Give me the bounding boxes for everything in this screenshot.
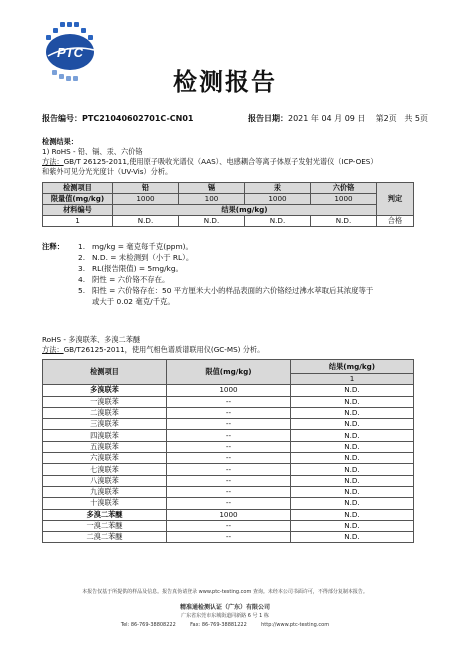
table-row bbox=[43, 453, 414, 464]
table-cell: -- bbox=[167, 520, 291, 531]
table-cell: N.D. bbox=[291, 475, 414, 486]
table-cell: N.D. bbox=[291, 407, 414, 418]
footer-address: 广东省东莞市东城街道同新路 6 号 1 栋 bbox=[181, 613, 269, 619]
table-row bbox=[43, 532, 414, 543]
heavy-metal-table bbox=[42, 182, 414, 227]
table-cell: -- bbox=[167, 419, 291, 430]
table-cell: -- bbox=[167, 464, 291, 475]
table-cell: 八溴联苯 bbox=[43, 475, 167, 486]
table-cell: 三溴联苯 bbox=[43, 419, 167, 430]
table-cell: N.D. bbox=[245, 216, 311, 227]
table-cell: N.D. bbox=[291, 520, 414, 531]
table-cell: -- bbox=[167, 407, 291, 418]
table-row bbox=[43, 216, 414, 227]
table-cell: 二溴二苯醚 bbox=[43, 532, 167, 543]
page-number: 第2页 bbox=[375, 114, 397, 123]
table-cell: N.D. bbox=[291, 532, 414, 543]
table-cell: -- bbox=[167, 498, 291, 509]
table-header: 1 bbox=[291, 374, 414, 385]
table-cell: -- bbox=[167, 486, 291, 497]
table-cell: 合格 bbox=[377, 216, 414, 227]
table-row bbox=[43, 475, 414, 486]
notes-label: 注释： bbox=[42, 242, 65, 251]
report-number: 报告编号：PTC21040602701C-CN01 bbox=[42, 114, 194, 123]
table-cell: N.D. bbox=[291, 498, 414, 509]
table-header: 限值(mg/kg) bbox=[167, 360, 291, 385]
table-cell: N.D. bbox=[291, 419, 414, 430]
table-cell: 九溴联苯 bbox=[43, 486, 167, 497]
table-cell: -- bbox=[167, 396, 291, 407]
results-item: 1) RoHS - 铅、镉、汞、六价铬 bbox=[42, 147, 143, 156]
table-header: 限量值(mg/kg) bbox=[43, 194, 113, 205]
table-row bbox=[43, 509, 414, 520]
table-cell: N.D. bbox=[291, 486, 414, 497]
table-cell: 1000 bbox=[311, 194, 377, 205]
table-row bbox=[43, 407, 414, 418]
table-cell: 1000 bbox=[167, 509, 291, 520]
logo-text: PTC bbox=[57, 45, 83, 60]
table-cell: 十溴联苯 bbox=[43, 498, 167, 509]
table-cell: 1000 bbox=[113, 194, 179, 205]
table-header: 铅 bbox=[113, 183, 179, 194]
table-cell: 四溴联苯 bbox=[43, 430, 167, 441]
table-cell: 五溴联苯 bbox=[43, 441, 167, 452]
note-item: 1. mg/kg = 毫克每千克(ppm)。 bbox=[78, 242, 193, 251]
table-row bbox=[43, 498, 414, 509]
table-row bbox=[43, 441, 414, 452]
page-total: 共 5页 bbox=[404, 114, 428, 123]
notes-list bbox=[78, 241, 418, 307]
note-item: 4. 阴性 = 六价铬不存在。 bbox=[78, 275, 170, 284]
table-cell: N.D. bbox=[291, 396, 414, 407]
note-item: 2. N.D. = 未检测到（小于 RL）。 bbox=[78, 253, 194, 262]
table-header: 结果(mg/kg) bbox=[113, 205, 377, 216]
table-cell: N.D. bbox=[291, 464, 414, 475]
results-method: 方法：GB/T 26125-2011,使用原子吸收光谱仪（AAS）、电感耦合等离子体原子发射光谱仪（ICP-OES） bbox=[42, 157, 378, 166]
table-cell: 二溴联苯 bbox=[43, 407, 167, 418]
table-cell: 1000 bbox=[245, 194, 311, 205]
table-cell: N.D. bbox=[113, 216, 179, 227]
table-cell: 多溴二苯醚 bbox=[43, 509, 167, 520]
table-row bbox=[43, 430, 414, 441]
table-cell: -- bbox=[167, 475, 291, 486]
table-cell: N.D. bbox=[291, 453, 414, 464]
table-row bbox=[43, 520, 414, 531]
table-cell: 七溴联苯 bbox=[43, 464, 167, 475]
table-header: 检测项目 bbox=[43, 183, 113, 194]
table-row bbox=[43, 486, 414, 497]
note-item: 或大于 0.02 毫克/千克。 bbox=[92, 297, 175, 306]
table-row bbox=[43, 419, 414, 430]
footer-contact: Tel: 86-769-38808222 Fax: 86-769-38881222 http://www.ptc-testing.com bbox=[120, 622, 330, 628]
table-cell: N.D. bbox=[291, 385, 414, 396]
rohs2-method: 方法：GB/T26125-2011，使用气相色谱质谱联用仪(GC-MS) 分析。 bbox=[42, 345, 265, 354]
note-item: 3. RL(报告限值) = 5mg/kg。 bbox=[78, 264, 183, 273]
table-cell: N.D. bbox=[311, 216, 377, 227]
table-header: 汞 bbox=[245, 183, 311, 194]
footer-disclaimer: 本报告仅基于所提供的样品及信息。报告真伪请登录 www.ptc-testing.com 查询。未经本公司书面许可，不得部分复制本报告。 bbox=[82, 589, 368, 595]
table-row bbox=[43, 385, 414, 396]
table-cell: N.D. bbox=[291, 509, 414, 520]
footer-company: 精准通检测认证（广东）有限公司 bbox=[179, 604, 270, 611]
note-item: 5. 阳性 = 六价铬存在：50 平方厘米大小的样品表面的六价铬经过沸水萃取后其浓度等于 bbox=[78, 286, 374, 295]
table-cell: 1000 bbox=[167, 385, 291, 396]
table-cell: -- bbox=[167, 453, 291, 464]
results-section bbox=[42, 137, 378, 177]
table-cell: 100 bbox=[179, 194, 245, 205]
brominated-table bbox=[42, 359, 414, 543]
rohs2-section bbox=[42, 335, 264, 355]
table-header: 判定 bbox=[377, 183, 414, 216]
table-cell: 一溴联苯 bbox=[43, 396, 167, 407]
table-cell: 1 bbox=[43, 216, 113, 227]
table-header: 材料编号 bbox=[43, 205, 113, 216]
table-cell: N.D. bbox=[291, 430, 414, 441]
table-cell: -- bbox=[167, 430, 291, 441]
table-cell: -- bbox=[167, 441, 291, 452]
results-method-cont: 和紫外可见分光光度计（UV-Vis）分析。 bbox=[42, 167, 173, 176]
table-cell: N.D. bbox=[179, 216, 245, 227]
table-header: 检测项目 bbox=[43, 360, 167, 385]
table-row bbox=[43, 464, 414, 475]
table-header: 镉 bbox=[179, 183, 245, 194]
page-title: 检测报告 bbox=[173, 67, 277, 96]
table-header: 结果(mg/kg) bbox=[291, 360, 414, 374]
table-cell: 一溴二苯醚 bbox=[43, 520, 167, 531]
table-header: 六价铬 bbox=[311, 183, 377, 194]
report-date: 报告日期：2021 年 04 月 09 日 第2页 共 5页 bbox=[248, 114, 428, 123]
table-row bbox=[43, 396, 414, 407]
rohs2-heading: RoHS - 多溴联苯、多溴二苯醚 bbox=[42, 335, 141, 344]
footer bbox=[0, 588, 450, 630]
table-cell: -- bbox=[167, 532, 291, 543]
table-cell: N.D. bbox=[291, 441, 414, 452]
table-cell: 六溴联苯 bbox=[43, 453, 167, 464]
table-cell: 多溴联苯 bbox=[43, 385, 167, 396]
results-heading: 检测结果： bbox=[42, 137, 78, 146]
